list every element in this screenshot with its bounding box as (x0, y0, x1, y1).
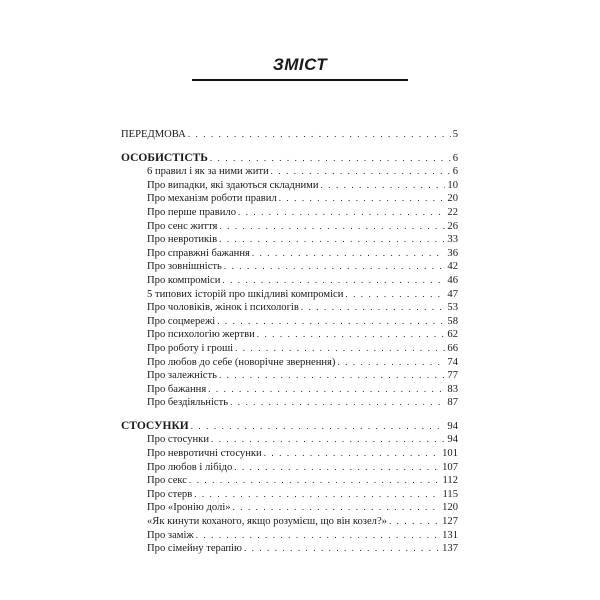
toc-section-heading[interactable] (121, 152, 458, 166)
toc-entry[interactable] (121, 328, 458, 342)
toc-entry[interactable] (121, 206, 458, 220)
dot-leader (321, 179, 446, 193)
toc-page-number: 42 (447, 261, 458, 273)
toc-entry-title: Про секс (147, 475, 188, 487)
dot-leader (233, 501, 441, 515)
toc-entry[interactable] (121, 461, 458, 475)
dot-leader (196, 529, 440, 543)
toc-entry-title: Про невротичні стосунки (147, 448, 262, 460)
toc-entry-title: Про залежність (147, 370, 217, 382)
toc-entry-title: «Як кинути коханого, якщо розумієш, що він козел?» (147, 516, 387, 528)
table-of-contents (121, 128, 458, 556)
toc-page-number: 131 (442, 529, 458, 541)
dot-leader (189, 474, 440, 488)
spacer (121, 142, 458, 152)
toc-entry[interactable] (121, 542, 458, 556)
spacer (121, 410, 458, 420)
toc-entry-title: Про зовнішність (147, 261, 222, 273)
toc-page-number: 94 (447, 434, 458, 446)
toc-page-number: 115 (442, 488, 458, 500)
toc-entry[interactable] (121, 274, 458, 288)
toc-entry-preface[interactable] (121, 128, 458, 142)
dot-leader (219, 233, 445, 247)
toc-entry-title: ПЕРЕДМОВА (121, 129, 186, 140)
toc-entry-title: Про роботу і гроші (147, 342, 234, 354)
toc-entry[interactable] (121, 192, 458, 206)
toc-page-number: 47 (447, 288, 458, 300)
toc-entry[interactable] (121, 247, 458, 261)
toc-entry-title: Про сенс життя (147, 220, 218, 232)
dot-leader (252, 247, 446, 261)
toc-entry[interactable] (121, 288, 458, 302)
dot-leader (257, 328, 446, 342)
dot-leader (337, 356, 445, 370)
toc-page-number: 46 (447, 274, 458, 286)
dot-leader (389, 515, 440, 529)
toc-page-number: 33 (447, 234, 458, 246)
toc-entry[interactable] (121, 356, 458, 370)
toc-entry[interactable] (121, 165, 458, 179)
toc-page-number: 20 (447, 193, 458, 205)
dot-leader (210, 152, 451, 166)
dot-leader (194, 488, 440, 502)
toc-page-number: 10 (447, 179, 458, 191)
toc-entry-title: Про заміж (147, 529, 194, 541)
toc-page-number: 26 (447, 220, 458, 232)
toc-entry[interactable] (121, 233, 458, 247)
toc-entry[interactable] (121, 447, 458, 461)
dot-leader (271, 165, 451, 179)
dot-leader (238, 206, 445, 220)
toc-entry-title: Про чоловіків, жінок і психологів (147, 302, 299, 314)
toc-entry-title: Про любов до себе (новорічне звернення) (147, 356, 336, 368)
dot-leader (224, 260, 446, 274)
toc-page-number: 137 (442, 543, 458, 555)
dot-leader (244, 542, 440, 556)
dot-leader (264, 447, 440, 461)
toc-page-number: 22 (447, 206, 458, 218)
contents-title: ЗМІСТ (272, 55, 328, 74)
toc-entry-title: Про бажання (147, 383, 207, 395)
toc-entry[interactable] (121, 488, 458, 502)
title-underline (192, 79, 408, 81)
toc-page-number: 127 (442, 516, 458, 528)
toc-page-number: 62 (447, 329, 458, 341)
toc-entry-title: 5 типових історій про шкідливі компроміси (147, 288, 344, 300)
toc-entry[interactable] (121, 529, 458, 543)
toc-page-number: 112 (442, 475, 458, 487)
toc-entry-title: Про перше правило (147, 206, 236, 218)
toc-entry[interactable] (121, 433, 458, 447)
toc-page-number: 6 (452, 166, 458, 178)
dot-leader (219, 369, 445, 383)
toc-entry-title: Про соцмережі (147, 315, 216, 327)
toc-entry-title: Про компроміси (147, 274, 221, 286)
toc-page-number: 53 (447, 302, 458, 314)
toc-entry-title: Про механізм роботи правил (147, 193, 277, 205)
toc-entry[interactable] (121, 501, 458, 515)
toc-entry[interactable] (121, 369, 458, 383)
toc-entry-title: Про випадки, які здаються складними (147, 179, 319, 191)
toc-entry-title: Про невротиків (147, 234, 218, 246)
toc-entry[interactable] (121, 301, 458, 315)
toc-page-number: 6 (452, 152, 458, 164)
toc-page-number: 87 (447, 397, 458, 409)
toc-page-number: 101 (442, 448, 458, 460)
toc-entry[interactable] (121, 260, 458, 274)
dot-leader (230, 396, 445, 410)
toc-page-number: 58 (447, 315, 458, 327)
toc-section-heading[interactable] (121, 420, 458, 434)
toc-page-number: 74 (447, 356, 458, 368)
toc-entry-title: Про любов і лібідо (147, 461, 233, 473)
dot-leader (279, 192, 446, 206)
toc-entry[interactable] (121, 342, 458, 356)
toc-entry-title: Про стерв (147, 488, 193, 500)
toc-entry[interactable] (121, 315, 458, 329)
toc-entry-title: 6 правил і як за ними жити (147, 166, 269, 178)
toc-page-number: 120 (442, 502, 458, 514)
toc-entry-title: Про «Іронію долі» (147, 502, 231, 514)
toc-entry-title: Про стосунки (147, 434, 209, 446)
toc-entry[interactable] (121, 474, 458, 488)
dot-leader (211, 433, 445, 447)
toc-page-number: 94 (447, 420, 458, 432)
toc-entry[interactable] (121, 179, 458, 193)
dot-leader (219, 220, 445, 234)
dot-leader (208, 383, 445, 397)
toc-page-number: 77 (447, 370, 458, 382)
toc-entry-title: Про бездіяльність (147, 397, 229, 409)
toc-entry-title: Про справжні бажання (147, 247, 250, 259)
toc-page-number: 83 (447, 383, 458, 395)
toc-page-number: 107 (442, 461, 458, 473)
toc-entry[interactable] (121, 515, 458, 529)
dot-leader (234, 461, 440, 475)
dot-leader (222, 274, 445, 288)
toc-entry-title: Про психологію жертви (147, 329, 255, 341)
toc-entry-title: Про сімейну терапію (147, 543, 242, 555)
toc-entry[interactable] (121, 383, 458, 397)
toc-entry[interactable] (121, 396, 458, 410)
toc-entry[interactable] (121, 220, 458, 234)
toc-page-number: 66 (447, 342, 458, 354)
dot-leader (217, 315, 445, 329)
dot-leader (188, 128, 451, 142)
toc-page-number: 36 (447, 247, 458, 259)
dot-leader (191, 420, 446, 434)
dot-leader (301, 301, 446, 315)
toc-section-title: ОСОБИСТІСТЬ (121, 151, 208, 164)
toc-page-number: 5 (452, 129, 458, 140)
dot-leader (235, 342, 445, 356)
dot-leader (345, 288, 445, 302)
toc-section-title: СТОСУНКИ (121, 419, 189, 432)
